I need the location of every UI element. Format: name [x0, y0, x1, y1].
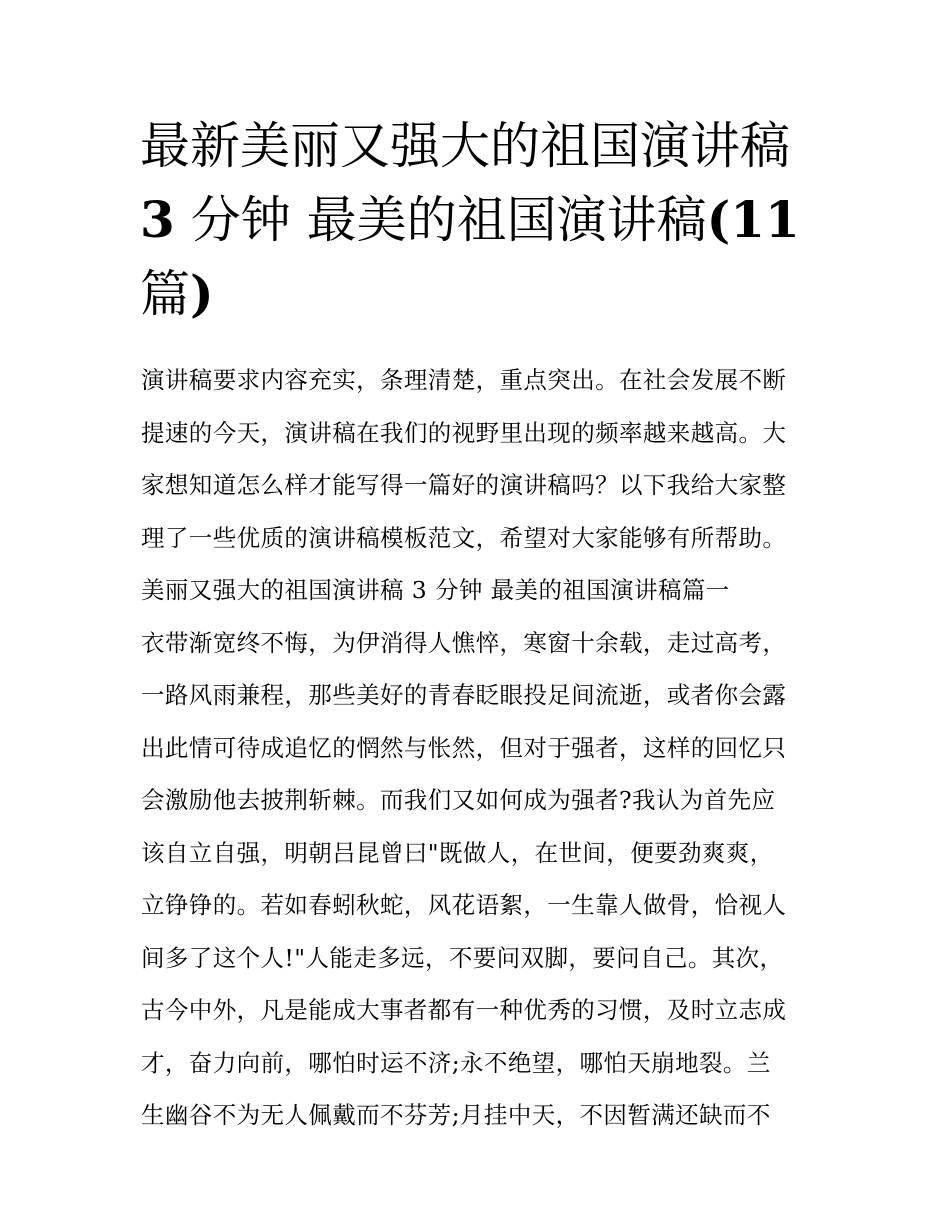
title-text-1: 最新美丽又强大的祖国演讲稿 [140, 117, 790, 175]
body-line: 一路风雨兼程，那些美好的青春眨眼投足间流逝，或者你会露 [141, 681, 787, 709]
title-text-3: 篇 [140, 265, 190, 323]
body-line: 生幽谷不为无人佩戴而不芬芳;月挂中天，不因暂满还缺而不 [141, 1101, 771, 1129]
body-line: 古今中外，凡是能成大事者都有一种优秀的习惯，及时立志成 [141, 996, 787, 1024]
body-line: 出此情可待成追忆的惘然与怅然，但对于强者，这样的回忆只 [141, 733, 787, 762]
document-body [141, 354, 816, 1142]
body-line: 演讲稿要求内容充实，条理清楚，重点突出。在社会发展不断 [141, 366, 787, 394]
body-line: 会激励他去披荆斩棘。而我们又如何成为强者?我认为首先应 [141, 786, 776, 814]
title-number-3: 3 [140, 190, 175, 249]
title-count: (11 [706, 190, 800, 249]
title-close-paren: ) [190, 264, 214, 323]
body-line: 家想知道怎么样才能写得一篇好的演讲稿吗？以下我给大家整 [141, 471, 787, 499]
document-title [140, 110, 820, 331]
body-line: 提速的今天，演讲稿在我们的视野里出现的频率越来越高。大 [141, 418, 787, 447]
body-line: 间多了这个人!"人能走多远，不要问双脚，要问自己。其次， [141, 943, 784, 972]
section-heading: 美丽又强大的祖国演讲稿 3 分钟 最美的祖国演讲稿篇一 [141, 576, 730, 604]
body-line: 衣带渐宽终不悔，为伊消得人憔悴，寒窗十余载，走过高考， [141, 628, 787, 657]
body-line: 理了一些优质的演讲稿模板范文，希望对大家能够有所帮助。 [141, 523, 787, 552]
body-line: 立铮铮的。若如春蚓秋蛇，风花语絮，一生靠人做骨，恰视人 [141, 891, 787, 919]
body-line: 才，奋力向前，哪怕时运不济;永不绝望，哪怕天崩地裂。兰 [141, 1048, 771, 1077]
title-text-2: 分钟 最美的祖国演讲稿 [174, 191, 707, 249]
body-line: 该自立自强，明朝吕昆曾曰"既做人，在世间，便要劲爽爽， [141, 838, 774, 867]
